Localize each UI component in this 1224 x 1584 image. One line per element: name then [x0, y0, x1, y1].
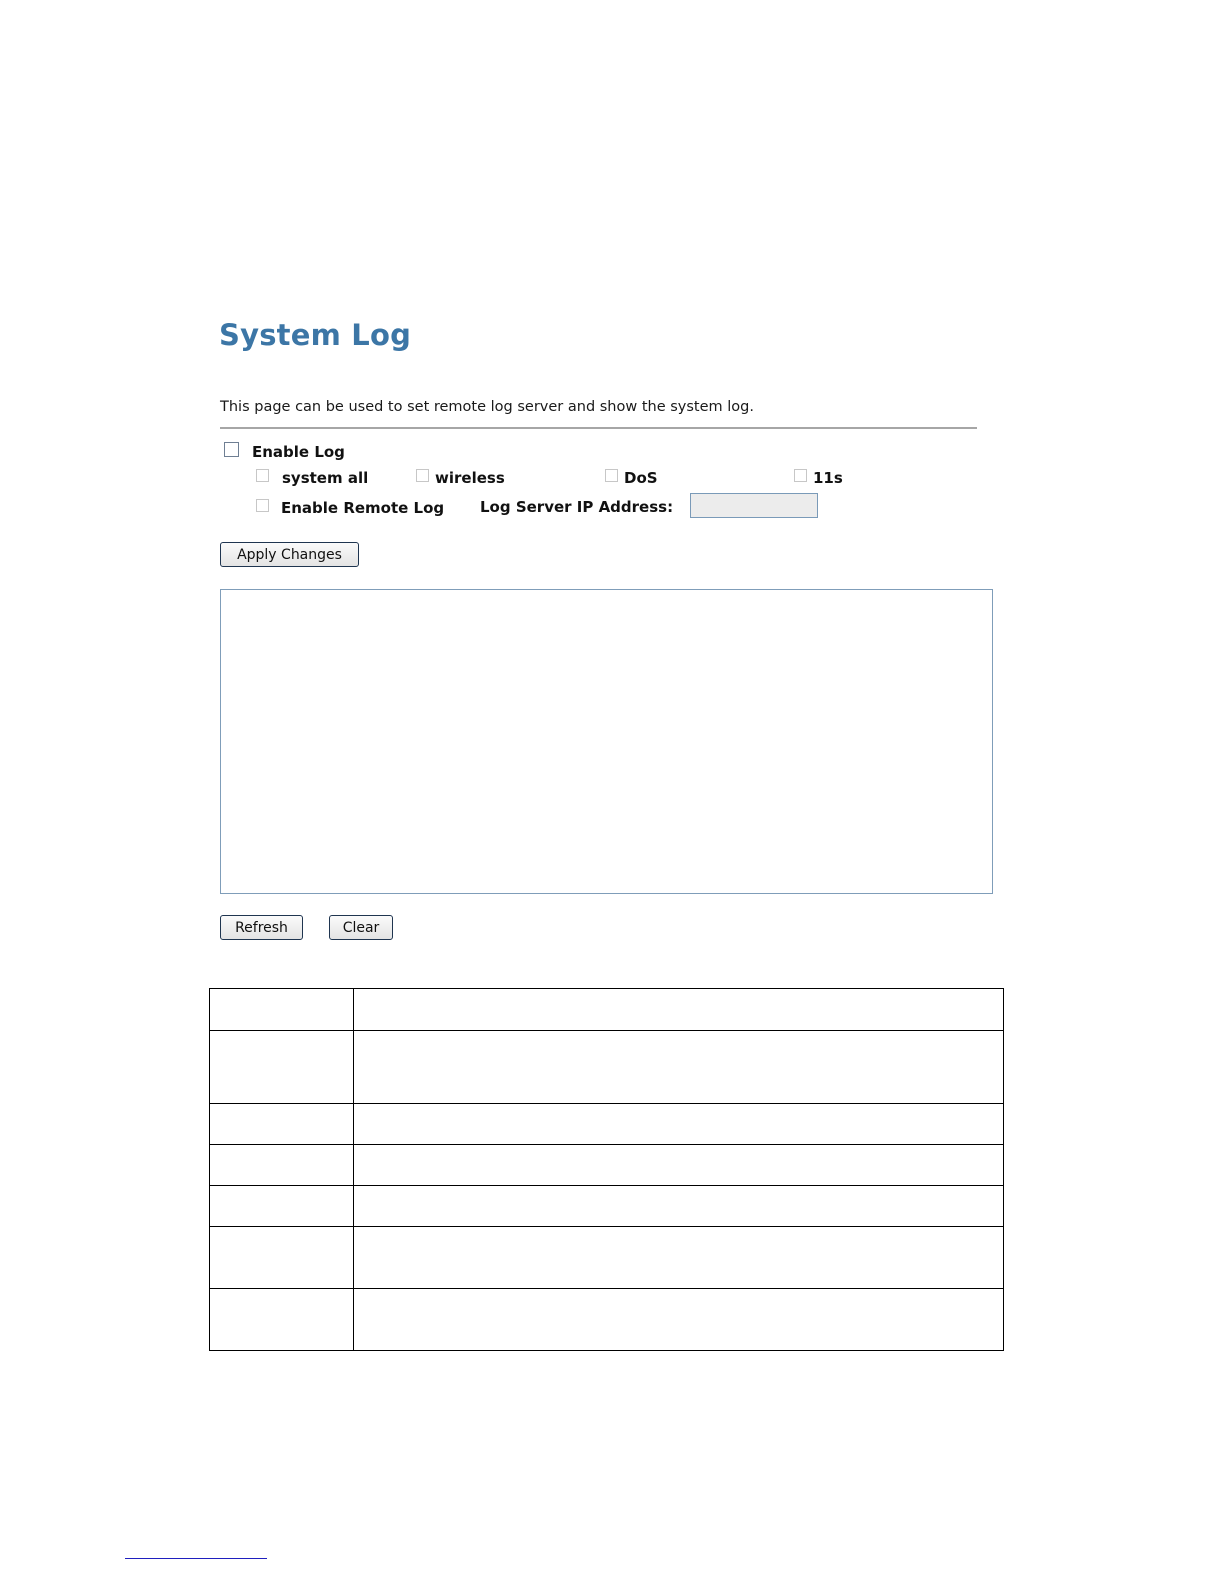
table-cell-name: [210, 1145, 354, 1186]
dos-label: DoS: [624, 469, 658, 487]
clear-button[interactable]: Clear: [329, 915, 393, 940]
wireless-label: wireless: [435, 469, 505, 487]
table-cell-name: [210, 1186, 354, 1227]
table-cell-description: [354, 1227, 1004, 1289]
page-description: This page can be used to set remote log server and show the system log.: [220, 399, 754, 415]
enable-remote-log-label: Enable Remote Log: [281, 499, 445, 517]
table-row: [210, 1227, 1004, 1289]
page-title: System Log: [219, 318, 412, 352]
enable-log-checkbox[interactable]: [224, 442, 239, 457]
table-cell-name: [210, 1227, 354, 1289]
table-cell-description: [354, 1104, 1004, 1145]
system-log-textarea[interactable]: [220, 589, 993, 894]
apply-changes-button[interactable]: Apply Changes: [220, 542, 359, 567]
log-server-ip-input[interactable]: [690, 493, 818, 518]
table-row: [210, 1145, 1004, 1186]
table-cell-description: [354, 1031, 1004, 1104]
table-row: [210, 1104, 1004, 1145]
eleven-s-checkbox[interactable]: [794, 469, 807, 482]
log-server-ip-label: Log Server IP Address:: [480, 498, 674, 516]
footnote-separator: [125, 1558, 267, 1559]
system-all-checkbox[interactable]: [256, 469, 269, 482]
description-table: [209, 988, 1004, 1351]
header-divider: [220, 427, 977, 429]
table-cell-name: [210, 1104, 354, 1145]
enable-log-label: Enable Log: [252, 443, 345, 461]
table-row: [210, 1031, 1004, 1104]
table-cell-description: [354, 1145, 1004, 1186]
eleven-s-label: 11s: [813, 469, 843, 487]
table-cell-description: [354, 1186, 1004, 1227]
system-all-label: system all: [282, 469, 369, 487]
table-row: [210, 989, 1004, 1031]
table-cell-description: [354, 989, 1004, 1031]
table-cell-name: [210, 989, 354, 1031]
wireless-checkbox[interactable]: [416, 469, 429, 482]
table-cell-name: [210, 1031, 354, 1104]
enable-remote-log-checkbox[interactable]: [256, 499, 269, 512]
dos-checkbox[interactable]: [605, 469, 618, 482]
table-row: [210, 1289, 1004, 1351]
table-cell-description: [354, 1289, 1004, 1351]
refresh-button[interactable]: Refresh: [220, 915, 303, 940]
table-row: [210, 1186, 1004, 1227]
table-cell-name: [210, 1289, 354, 1351]
